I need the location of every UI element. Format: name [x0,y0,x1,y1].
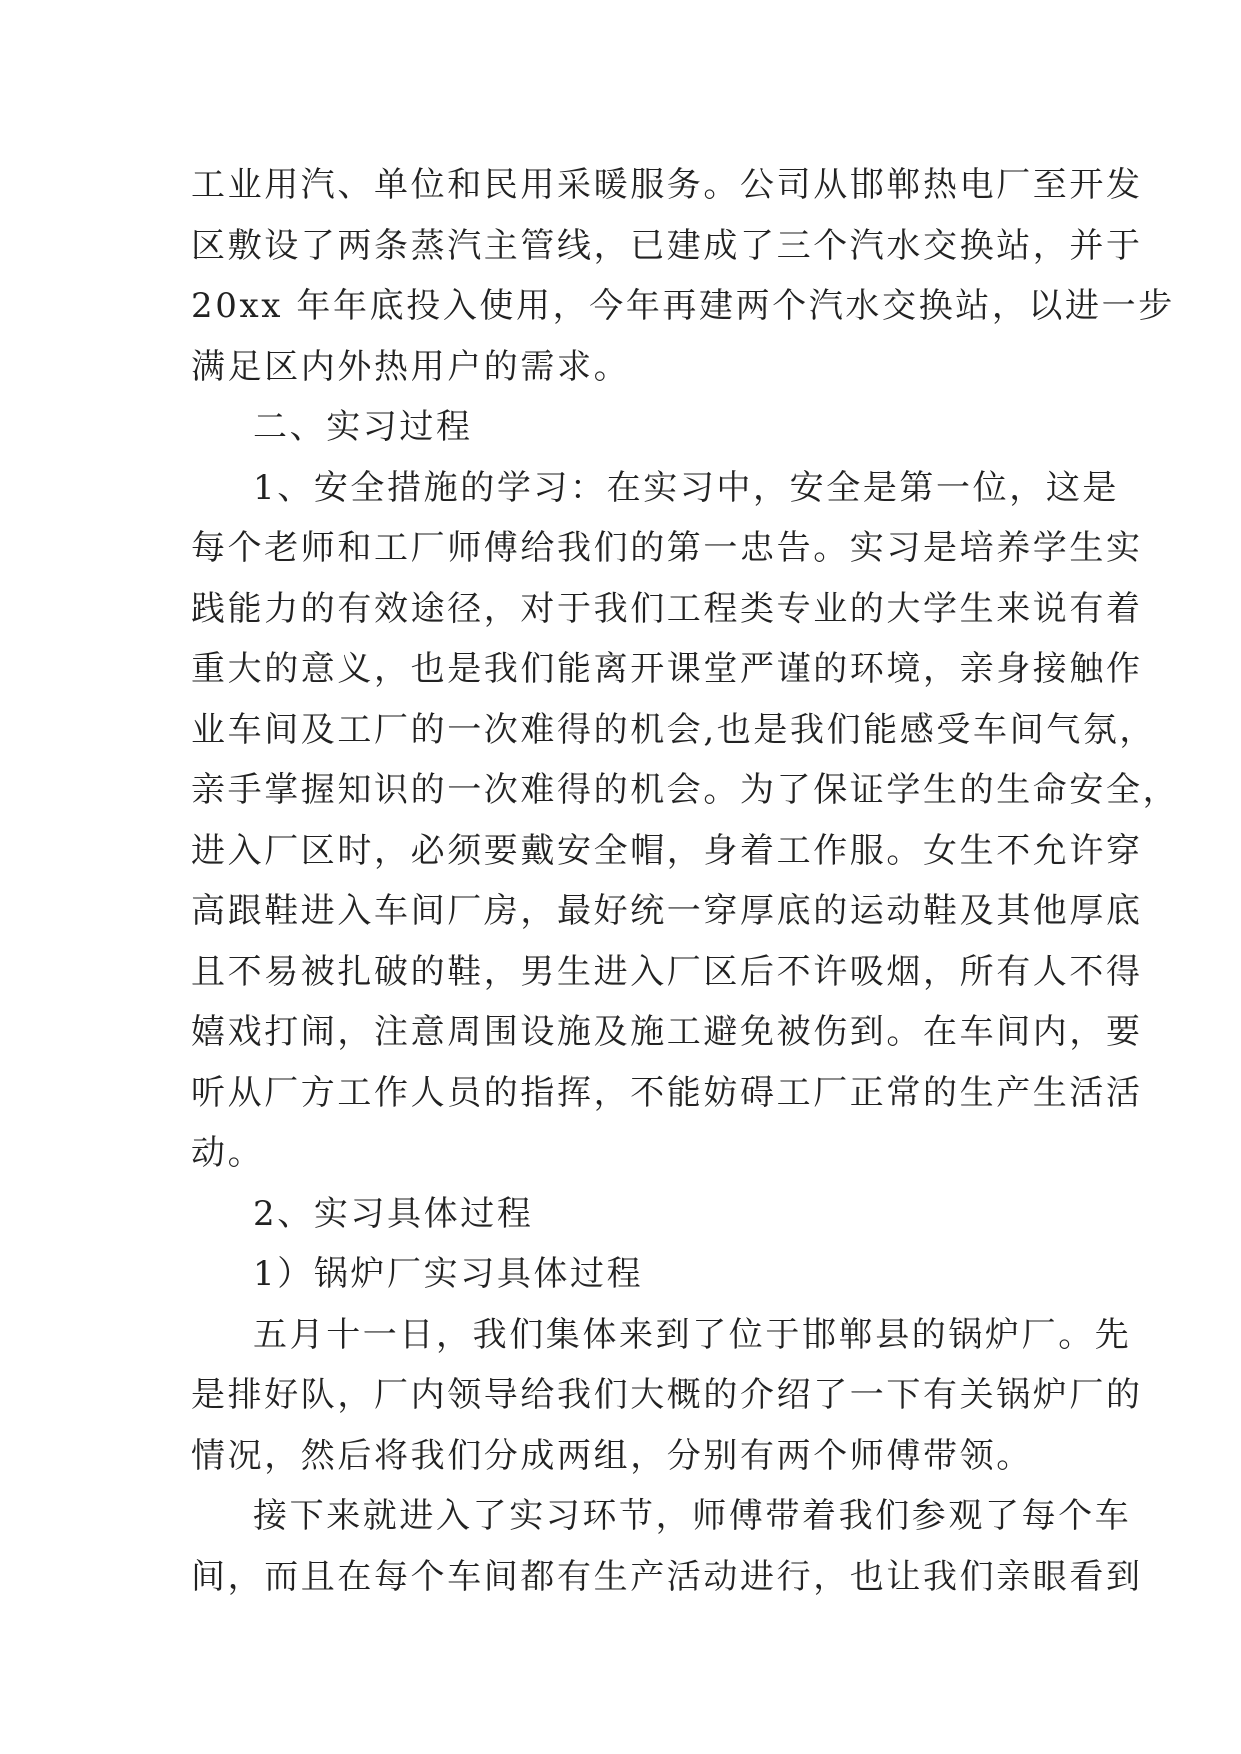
text-line: 听从厂方工作人员的指挥，不能妨碍工厂正常的生产生活活 [191,1072,1143,1113]
text-line: 区敷设了两条蒸汽主管线，已建成了三个汽水交换站，并于 [191,225,1143,266]
text-line: 践能力的有效途径，对于我们工程类专业的大学生来说有着 [191,588,1143,629]
subsection-heading: 1）锅炉厂实习具体过程 [253,1254,644,1294]
text-line: 高跟鞋进入车间厂房，最好统一穿厚底的运动鞋及其他厚底 [191,891,1143,931]
section-heading: 二、实习过程 [253,407,473,447]
text-line: 进入厂区时，必须要戴安全帽，身着工作服。女生不允许穿 [191,830,1143,871]
text-line: 重大的意义，也是我们能离开课堂严谨的环境，亲身接触作 [191,649,1143,689]
text-line: 亲手掌握知识的一次难得的机会。为了保证学生的生命安全， [191,770,1180,810]
text-line: 间，而且在每个车间都有生产活动进行，也让我们亲眼看到 [191,1556,1143,1597]
text-line: 工业用汽、单位和民用采暖服务。公司从邯郸热电厂至开发 [191,165,1143,205]
text-line: 业车间及工厂的一次难得的机会,也是我们能感受车间气氛， [191,709,1157,750]
body-text [191,155,1180,1607]
paragraph-first-line: 五月十一日，我们集体来到了位于邯郸县的锅炉厂。先 [253,1314,1132,1355]
text-line: 满足区内外热用户的需求。 [191,346,631,387]
text-line: 动。 [191,1133,265,1173]
text-line: 每个老师和工厂师傅给我们的第一忠告。实习是培养学生实 [191,528,1143,568]
text-line: 情况，然后将我们分成两组，分别有两个师傅带领。 [191,1435,1033,1476]
text-line: 且不易被扎破的鞋，男生进入厂区后不许吸烟，所有人不得 [191,951,1143,992]
paragraph-first-line: 接下来就进入了实习环节，师傅带着我们参观了每个车 [253,1496,1132,1536]
text-line: 20xx 年年底投入使用，今年再建两个汽水交换站，以进一步 [191,286,1175,326]
subsection-heading: 2、实习具体过程 [253,1193,534,1234]
paragraph-first-line: 1、安全措施的学习：在实习中，安全是第一位，这是 [253,467,1120,508]
text-line: 嬉戏打闹，注意周围设施及施工避免被伤到。在车间内，要 [191,1012,1143,1052]
text-line: 是排好队，厂内领导给我们大概的介绍了一下有关锅炉厂的 [191,1375,1143,1415]
